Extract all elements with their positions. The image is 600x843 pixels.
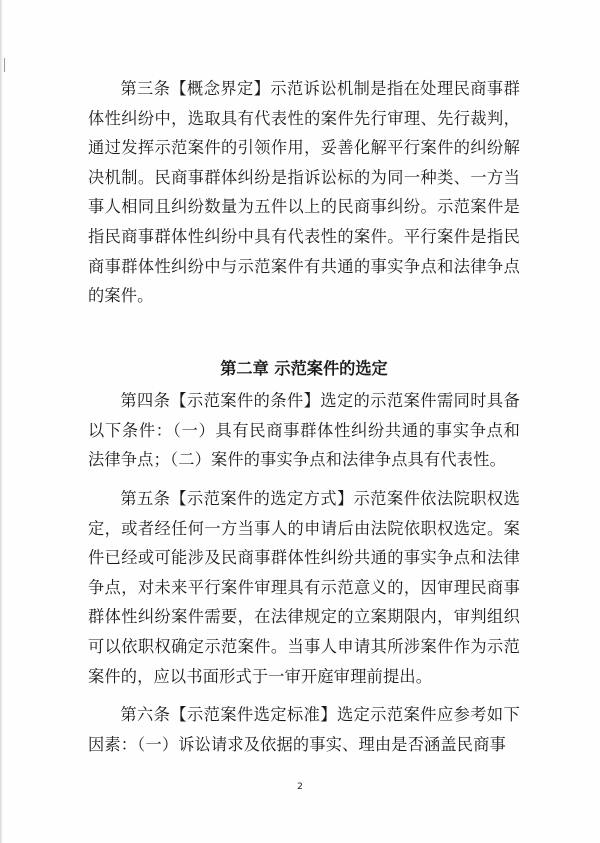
article-5-paragraph: 第五条【示范案件的选定方式】示范案件依法院职权选定，或者经任何一方当事人的申请后由法院依职权选定。案件已经或可能涉及民商事群体性纠纷共通的事实争点和法律争点，对未来平行案件审理具有示范意义的，因审理民商事群体性纠纷案件需要，在法律规定的立案期限内，审判组织可以依职权确定示范案件。当事人申请其所涉案件作为示范案件的，应以书面形式于一审开庭审理前提出。: [88, 489, 520, 686]
scan-edge-shadow: [0, 0, 3, 843]
page-number: 2: [297, 782, 303, 792]
chapter-heading: 第二章 示范案件的选定: [220, 359, 388, 378]
article-6-paragraph: 第六条【示范案件选定标准】选定示范案件应参考如下因素：（一）诉讼请求及依据的事实、理由是否涵盖民商事: [88, 705, 520, 754]
article-3-paragraph: 第三条【概念界定】示范诉讼机制是指在处理民商事群体性纠纷中，选取具有代表性的案件先行审理、先行裁判，通过发挥示范案件的引领作用，妥善化解平行案件的纠纷解决机制。民商事群体纠纷是指诉讼标的为同一种类、一方当事人相同且纠纷数量为五件以上的民商事纠纷。示范案件是指民商事群体性纠纷中具有代表性的案件。平行案件是指民商事群体性纠纷中与示范案件有共通的事实争点和法律争点的案件。: [88, 79, 520, 306]
scan-mark: [4, 58, 5, 72]
article-4-paragraph: 第四条【示范案件的条件】选定的示范案件需同时具备以下条件：（一）具有民商事群体性纠纷共通的事实争点和法律争点；（二）案件的事实争点和法律争点具有代表性。: [88, 391, 520, 470]
